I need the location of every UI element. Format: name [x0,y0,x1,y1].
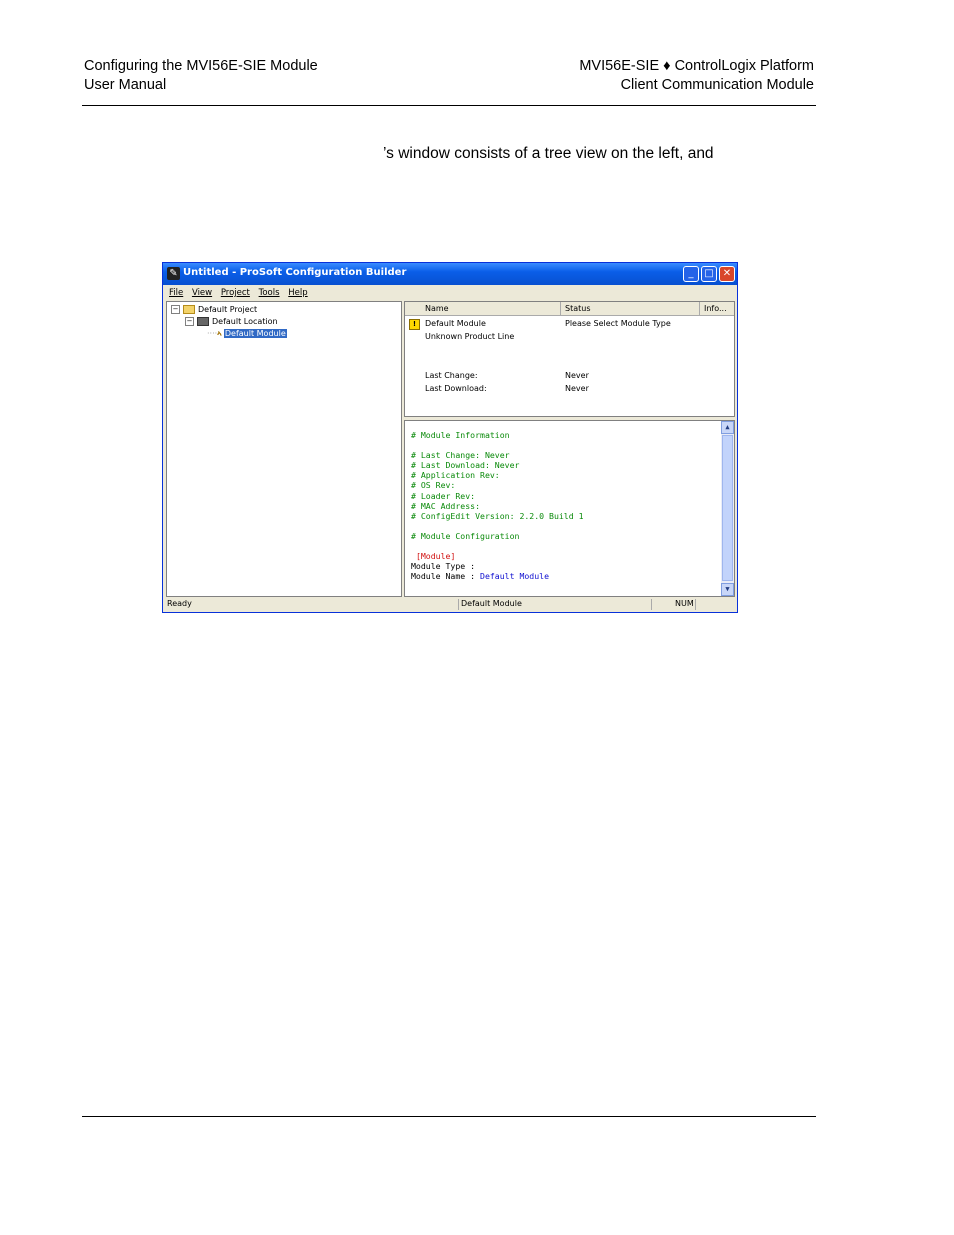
tree-item-location[interactable] [185,317,278,327]
header-product: MVI56E-SIE ♦ ControlLogix Platform [579,58,814,74]
warning-icon: ! [409,319,420,330]
tree-item-project[interactable] [171,305,257,315]
scroll-thumb[interactable] [722,435,733,581]
row-last-download-value: Never [565,384,589,393]
row-product-line: Unknown Product Line [425,332,515,341]
status-ready: Ready [167,599,192,608]
tree-module-label: Default Module [224,329,286,338]
code-line: Module Type : [411,561,476,572]
maximize-icon[interactable]: □ [701,266,717,282]
config-text [411,430,584,581]
row-last-change-value: Never [565,371,589,380]
location-icon [197,317,209,326]
row-module-name[interactable]: Default Module [425,319,486,328]
status-num: NUM [675,599,694,608]
footer-rule [82,1116,816,1117]
scroll-up-icon[interactable]: ▲ [721,421,734,434]
menu-tools[interactable]: Tools [258,288,280,298]
status-bar [163,597,737,612]
code-line: # Application Rev: [411,470,500,481]
code-line: # Loader Rev: [411,490,476,501]
app-icon: ✎ [167,267,180,280]
wrench-icon: ኣ [217,329,222,338]
window-title: Untitled - ProSoft Configuration Builder [183,267,407,278]
close-icon[interactable]: ✕ [719,266,735,282]
body-paragraph: ’s window consists of a tree view on the left, and [383,145,714,162]
scroll-down-icon[interactable]: ▼ [721,583,734,596]
menu-view[interactable]: View [191,288,213,298]
folder-icon [183,305,195,314]
tree-location-label: Default Location [212,317,278,326]
title-bar [163,263,737,285]
code-section: [Module] [415,551,456,562]
header-manual-type: User Manual [84,77,167,93]
tree-item-module[interactable]: ····ኣ Default Module [207,329,286,338]
code-line: # MAC Address: [411,500,481,511]
config-text-view[interactable] [404,420,735,597]
menu-help[interactable]: Help [288,288,308,298]
code-line: # ConfigEdit Version: 2.2.0 Build 1 [411,510,584,521]
list-header [405,302,734,316]
code-line: # Last Download: Never [411,460,520,471]
menu-project[interactable]: Project [220,288,250,298]
collapse-icon[interactable]: − [186,317,193,325]
tree-project-label: Default Project [198,305,258,314]
row-last-change: Last Change: [425,371,478,380]
header-right [579,57,814,95]
header-left [84,57,318,95]
menu-file[interactable]: File [169,288,184,298]
module-list [404,301,735,417]
status-module: Default Module [461,599,522,608]
code-line: # Last Change: Never [411,450,510,461]
code-line: # Module Information [411,430,510,440]
column-info[interactable]: Info... [704,304,727,313]
menu-bar [163,285,737,301]
collapse-icon[interactable]: − [172,305,179,313]
column-status[interactable]: Status [565,304,591,313]
header-manual-title: Configuring the MVI56E-SIE Module [84,58,318,74]
code-line: Module Name : [411,571,481,582]
column-name[interactable]: Name [425,304,449,313]
row-last-download: Last Download: [425,384,487,393]
vertical-scrollbar[interactable] [721,421,734,596]
code-line: # Module Configuration [411,530,520,541]
app-window-screenshot [162,262,738,613]
code-line: # OS Rev: [411,480,456,491]
header-rule [82,105,816,106]
row-module-status: Please Select Module Type [565,319,671,328]
header-product-desc: Client Communication Module [620,77,814,93]
code-value: Default Module [480,571,550,582]
tree-view [166,301,402,597]
minimize-icon[interactable]: _ [683,266,699,282]
